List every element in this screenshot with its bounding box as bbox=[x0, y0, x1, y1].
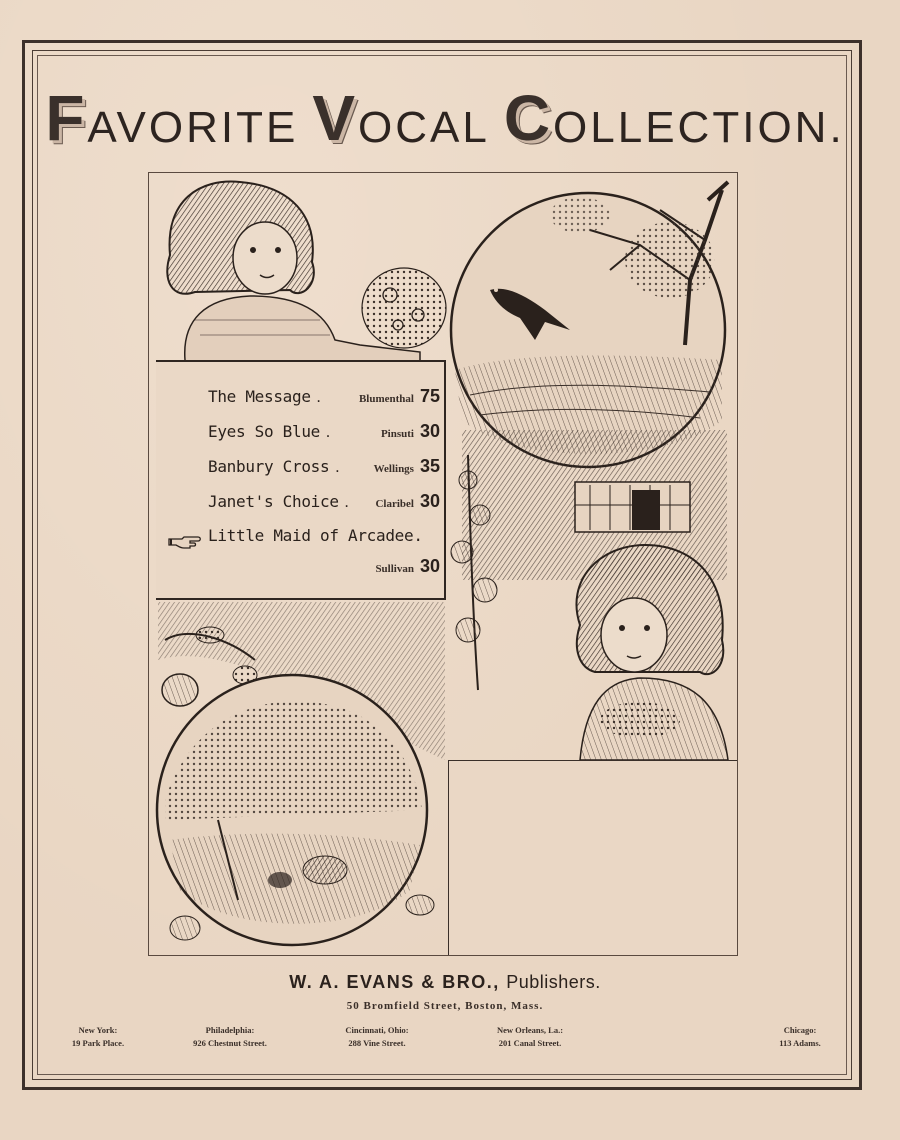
blank-panel bbox=[448, 760, 737, 955]
flower-bouquet bbox=[362, 268, 446, 348]
song-composer: Sullivan bbox=[375, 563, 414, 575]
song-price: 30 bbox=[419, 556, 440, 576]
branch-street: 113 Adams. bbox=[779, 1038, 821, 1048]
branch-city: New Orleans, La.: bbox=[496, 1025, 564, 1035]
song-separator: . bbox=[326, 424, 330, 441]
branch-street: 926 Chestnut Street. bbox=[193, 1038, 267, 1048]
song-title: Little Maid of Arcadee. bbox=[208, 526, 423, 545]
branch-office bbox=[470, 1024, 590, 1050]
publisher-address: 50 Bromfield Street, Boston, Mass. bbox=[346, 1000, 544, 1012]
song-price: 35 bbox=[419, 456, 440, 476]
branch-street: 19 Park Place. bbox=[71, 1038, 125, 1048]
branch-office bbox=[48, 1024, 148, 1050]
branch-office bbox=[322, 1024, 432, 1050]
song-price: 75 bbox=[419, 386, 440, 406]
song-composer: Blumenthal bbox=[358, 393, 414, 405]
song-row bbox=[208, 456, 440, 484]
pointing-hand-icon bbox=[168, 534, 204, 552]
song-row-featured bbox=[208, 526, 440, 554]
branch-city: Chicago: bbox=[783, 1025, 817, 1035]
title-word-collection: OLLECTION. bbox=[553, 103, 845, 152]
song-separator: . bbox=[316, 389, 321, 406]
song-composer: Wellings bbox=[373, 463, 414, 475]
song-price: 30 bbox=[419, 421, 440, 441]
song-price: 30 bbox=[419, 491, 440, 511]
song-row bbox=[208, 491, 440, 519]
title-word-favorite: AVORITE bbox=[87, 103, 299, 152]
song-list bbox=[156, 360, 446, 600]
branch-city: New York: bbox=[78, 1025, 118, 1035]
song-composer: Pinsuti bbox=[380, 428, 414, 440]
branch-office bbox=[760, 1024, 840, 1050]
song-title: Banbury Cross bbox=[208, 457, 330, 476]
title-word-vocal: OCAL bbox=[358, 103, 490, 152]
song-separator: . bbox=[344, 494, 349, 511]
branch-office bbox=[170, 1024, 290, 1050]
branch-street: 288 Vine Street. bbox=[348, 1038, 406, 1048]
title-initial-f: F bbox=[45, 82, 88, 154]
bird-vignette bbox=[451, 182, 728, 467]
publisher-role: Publishers. bbox=[506, 972, 601, 992]
song-separator: . bbox=[335, 459, 340, 476]
song-row bbox=[208, 421, 440, 449]
title-initial-v: V bbox=[312, 82, 358, 154]
song-row-composer-line bbox=[208, 556, 440, 584]
publisher-line bbox=[160, 972, 730, 993]
song-row bbox=[208, 386, 440, 414]
song-title: Eyes So Blue bbox=[208, 422, 320, 441]
branch-city: Philadelphia: bbox=[205, 1025, 255, 1035]
title-initial-c: C bbox=[503, 82, 554, 154]
song-title: Janet's Choice bbox=[208, 492, 339, 511]
publisher-name: W. A. EVANS & BRO., bbox=[289, 972, 500, 992]
song-title: The Message bbox=[208, 387, 311, 406]
branch-city: Cincinnati, Ohio: bbox=[345, 1025, 409, 1035]
branch-street: 201 Canal Street. bbox=[498, 1038, 562, 1048]
child-portrait-bottom bbox=[576, 545, 728, 760]
song-composer: Claribel bbox=[375, 498, 414, 510]
